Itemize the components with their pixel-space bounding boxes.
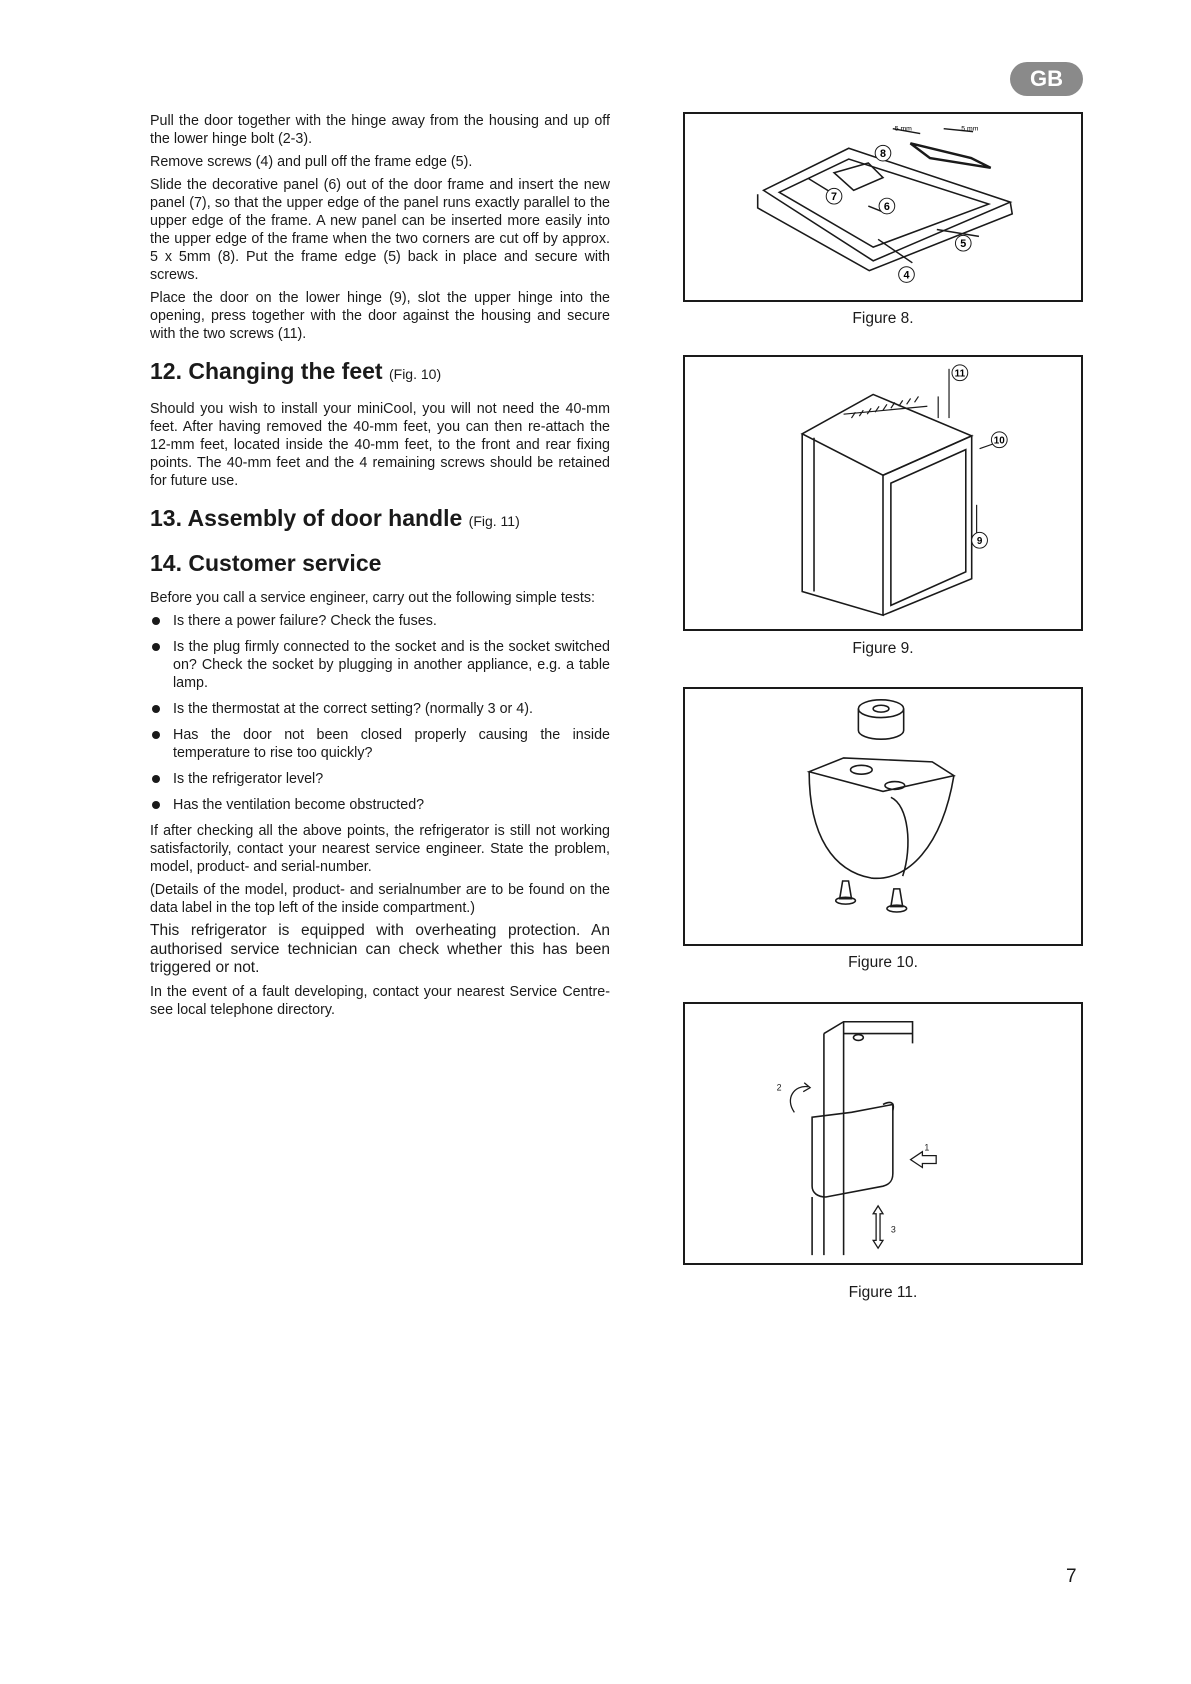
figure-8-illustration — [683, 112, 1083, 302]
bullet-icon — [152, 617, 160, 625]
step-label: 2 — [776, 1082, 782, 1093]
dimension-label: 5 mm — [894, 125, 912, 133]
figure-10-illustration — [683, 687, 1083, 946]
callout-label: 8 — [880, 148, 886, 161]
paragraph: Should you wish to install your miniCool, you will not need the 40-mm feet. After having removed the 40-mm feet, you can then re-attach the 12-mm feet, located inside the 40-mm feet, to the front and rear fixing points. The 40-mm feet and the 4 remaining screws should be retained for future use. — [150, 401, 610, 489]
list-item: Is the refrigerator level? — [150, 770, 610, 788]
bullet-icon — [152, 775, 160, 783]
callout-label: 10 — [993, 435, 1005, 447]
bullet-icon — [152, 643, 160, 651]
door-panel-diagram — [685, 114, 1081, 300]
door-handle-diagram — [685, 1004, 1081, 1263]
callout-label: 4 — [903, 269, 910, 282]
figure-ref: (Fig. 10) — [388, 366, 442, 382]
callout-label: 5 — [960, 238, 967, 251]
checklist — [150, 612, 610, 814]
section-heading-12: 12. Changing the feet (Fig. 10) — [150, 358, 442, 384]
paragraph: Slide the decorative panel (6) out of the door frame and insert the new panel (7), so that the upper edge of the panel runs exactly parallel to the upper edge of the frame. A new panel can be inserted more easily into the upper edge of the frame when the two corners are cut off by approx. 5 x 5mm (8). Put the frame edge (5) back in place and secure with screws. — [150, 177, 610, 283]
figure-8-caption: Figure 8. — [852, 310, 914, 327]
page-number: 7 — [1066, 1566, 1077, 1587]
callout-label: 6 — [883, 200, 890, 213]
list-item: Is the thermostat at the correct setting? (normally 3 or 4). — [150, 700, 610, 718]
paragraph: Pull the door together with the hinge away from the housing and up off the lower hinge bolt (2-3). — [150, 113, 610, 147]
paragraph: This refrigerator is equipped with overheating protection. An authorised service technician can check whether this has been triggered or not. — [150, 922, 610, 976]
paragraph: Place the door on the lower hinge (9), slot the upper hinge into the opening, press together with the door against the housing and secure with the two screws (11). — [150, 290, 610, 342]
text-column — [150, 112, 610, 1024]
paragraph: If after checking all the above points, the refrigerator is still not working satisfactorily, contact your nearest service engineer. State the problem, model, product- and serial-number. — [150, 823, 610, 875]
section-heading-13: 13. Assembly of door handle (Fig. 11) — [150, 505, 520, 531]
language-badge: GB — [1010, 62, 1083, 96]
figure-ref: (Fig. 11) — [468, 513, 520, 529]
section-heading-14: 14. Customer service — [150, 550, 382, 576]
paragraph: Before you call a service engineer, carry out the following simple tests: — [150, 590, 596, 606]
list-item: Has the ventilation become obstructed? — [150, 796, 610, 814]
dimension-label: 5 mm — [961, 125, 979, 133]
step-label: 3 — [890, 1224, 896, 1235]
bullet-icon — [152, 801, 160, 809]
figure-10-caption: Figure 10. — [848, 954, 918, 971]
refrigerator-diagram — [685, 357, 1081, 629]
paragraph: In the event of a fault developing, contact your nearest Service Centre-see local telephone directory. — [150, 983, 610, 1018]
figure-9-caption: Figure 9. — [852, 640, 914, 657]
list-item: Is there a power failure? Check the fuses. — [150, 612, 610, 630]
callout-label: 11 — [954, 368, 966, 380]
paragraph: Remove screws (4) and pull off the frame edge (5). — [150, 154, 473, 170]
paragraph: (Details of the model, product- and serialnumber are to be found on the data label in the top left of the inside compartment.) — [150, 882, 610, 916]
list-item: Has the door not been closed properly causing the inside temperature to rise too quickly? — [150, 726, 610, 762]
step-label: 1 — [924, 1142, 930, 1153]
bullet-icon — [152, 705, 160, 713]
callout-label: 9 — [976, 536, 983, 548]
figure-11-illustration — [683, 1002, 1083, 1265]
figure-11-caption: Figure 11. — [848, 1284, 918, 1301]
callout-label: 7 — [831, 191, 838, 204]
foot-diagram — [685, 689, 1081, 944]
figure-9-illustration — [683, 355, 1083, 631]
list-item: Is the plug firmly connected to the socket and is the socket switched on? Check the socket by plugging in another appliance, e.g. a table lamp. — [150, 638, 610, 692]
bullet-icon — [152, 731, 160, 739]
